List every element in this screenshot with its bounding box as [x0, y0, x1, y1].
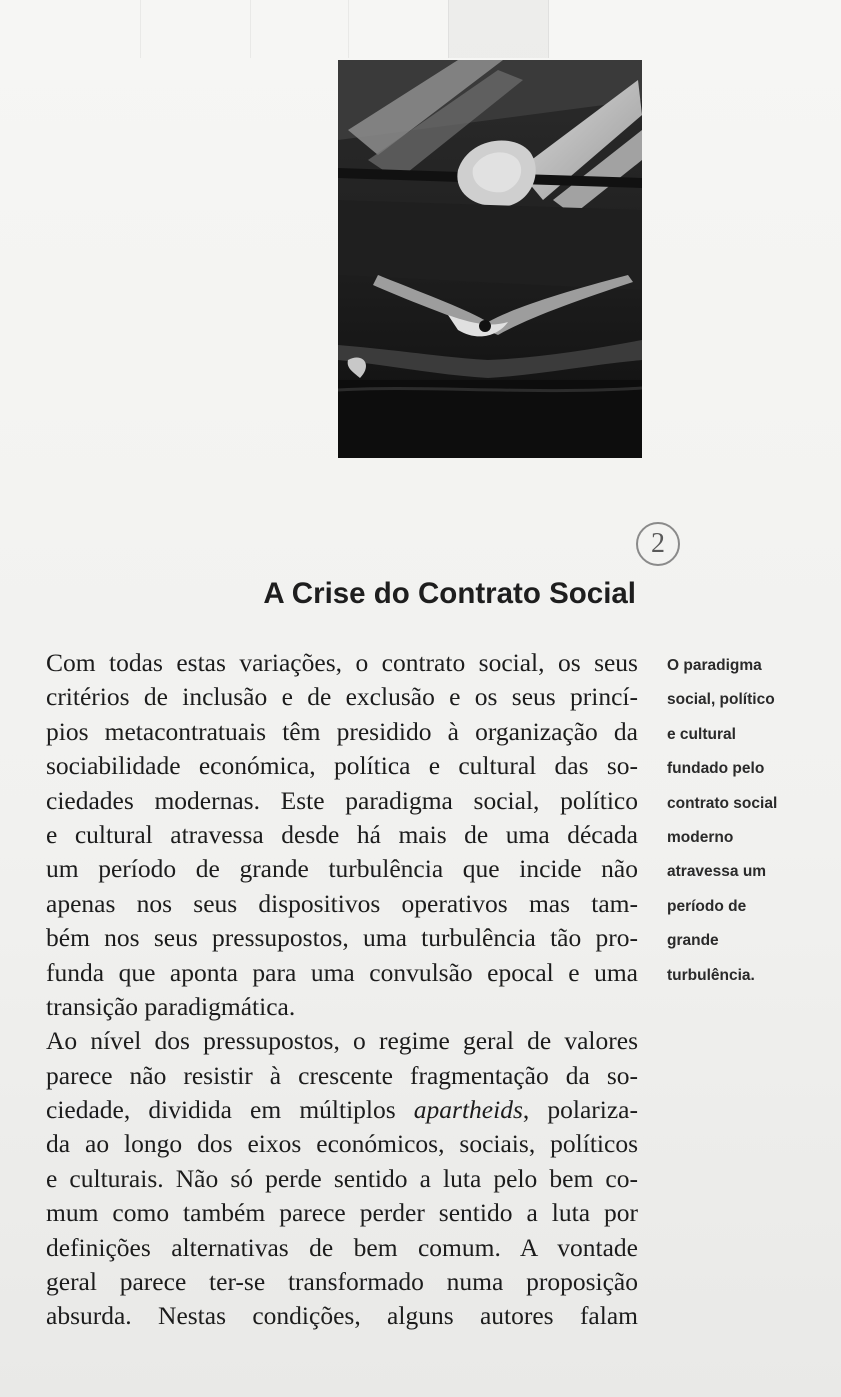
body-text	[46, 646, 638, 1334]
body-line: bém nos seus pressupostos, uma turbulência tão pro-	[46, 923, 638, 953]
body-line: funda que aponta para uma convulsão epocal e uma	[46, 957, 638, 987]
sidenote-line: atravessa um	[667, 863, 767, 881]
body-line-with-emphasis	[46, 1093, 638, 1127]
chapter-title: A Crise do Contrato Social	[263, 577, 636, 610]
body-line: da ao longo dos eixos económicos, sociais, políticos	[46, 1129, 638, 1159]
sidenote-line: contrato social	[667, 794, 778, 812]
body-line: e culturais. Não só perde sentido a luta pelo bem co-	[46, 1163, 638, 1193]
body-line: e cultural atravessa desde há mais de uma década	[46, 819, 638, 849]
body-line: transição paradigmática.	[46, 991, 296, 1021]
chapter-illustration	[338, 60, 642, 458]
sidenote-line: fundado pelo	[667, 760, 765, 778]
body-line: sociabilidade económica, política e cultural das so-	[46, 751, 638, 781]
sidenote-line: turbulência.	[667, 966, 755, 984]
emphasis-apartheids: apartheids	[413, 1095, 523, 1125]
sidenote-line: O paradigma	[667, 657, 762, 674]
ghost-cell	[140, 0, 251, 58]
ghost-cell	[448, 0, 549, 58]
sidenote-line: moderno	[667, 828, 734, 846]
chapter-number-badge	[636, 522, 680, 566]
ghost-cell	[250, 0, 349, 58]
body-text-segment: , polariza-	[522, 1095, 638, 1125]
body-line: absurda. Nestas condições, alguns autores falam	[46, 1301, 638, 1331]
body-line: pios metacontratuais têm presidido à organização da	[46, 716, 638, 746]
sidenote-line: período de	[667, 897, 747, 915]
body-line: Ao nível dos pressupostos, o regime geral de valores	[46, 1026, 638, 1056]
body-line: definições alternativas de bem comum. A vontade	[46, 1232, 638, 1262]
body-line: apenas nos seus dispositivos operativos mas tam-	[46, 888, 638, 918]
body-line: parece não resistir à crescente fragmentação da so-	[46, 1060, 638, 1090]
sidenote-line: social, político	[667, 691, 775, 709]
body-text-segment: ciedade, dividida em múltiplos	[46, 1095, 414, 1125]
body-line: Com todas estas variações, o contrato social, os seus	[46, 648, 638, 677]
body-line: mum como também parece perder sentido a luta por	[46, 1198, 638, 1228]
body-line: um período de grande turbulência que incide não	[46, 854, 638, 884]
sidenote-line: e cultural	[667, 725, 736, 743]
body-line: ciedades modernas. Este paradigma social, político	[46, 785, 638, 815]
abstract-painting-illustration	[338, 60, 642, 458]
body-line: critérios de inclusão e de exclusão e os seus princí-	[46, 682, 638, 712]
bleed-through-strip	[0, 0, 841, 58]
sidenote-line: grande	[667, 932, 719, 950]
body-line: geral parece ter-se transformado numa proposição	[46, 1267, 638, 1297]
ghost-cell	[548, 0, 649, 58]
margin-sidenote	[667, 653, 837, 997]
ghost-cell	[348, 0, 449, 58]
chapter-number: 2	[651, 528, 665, 559]
